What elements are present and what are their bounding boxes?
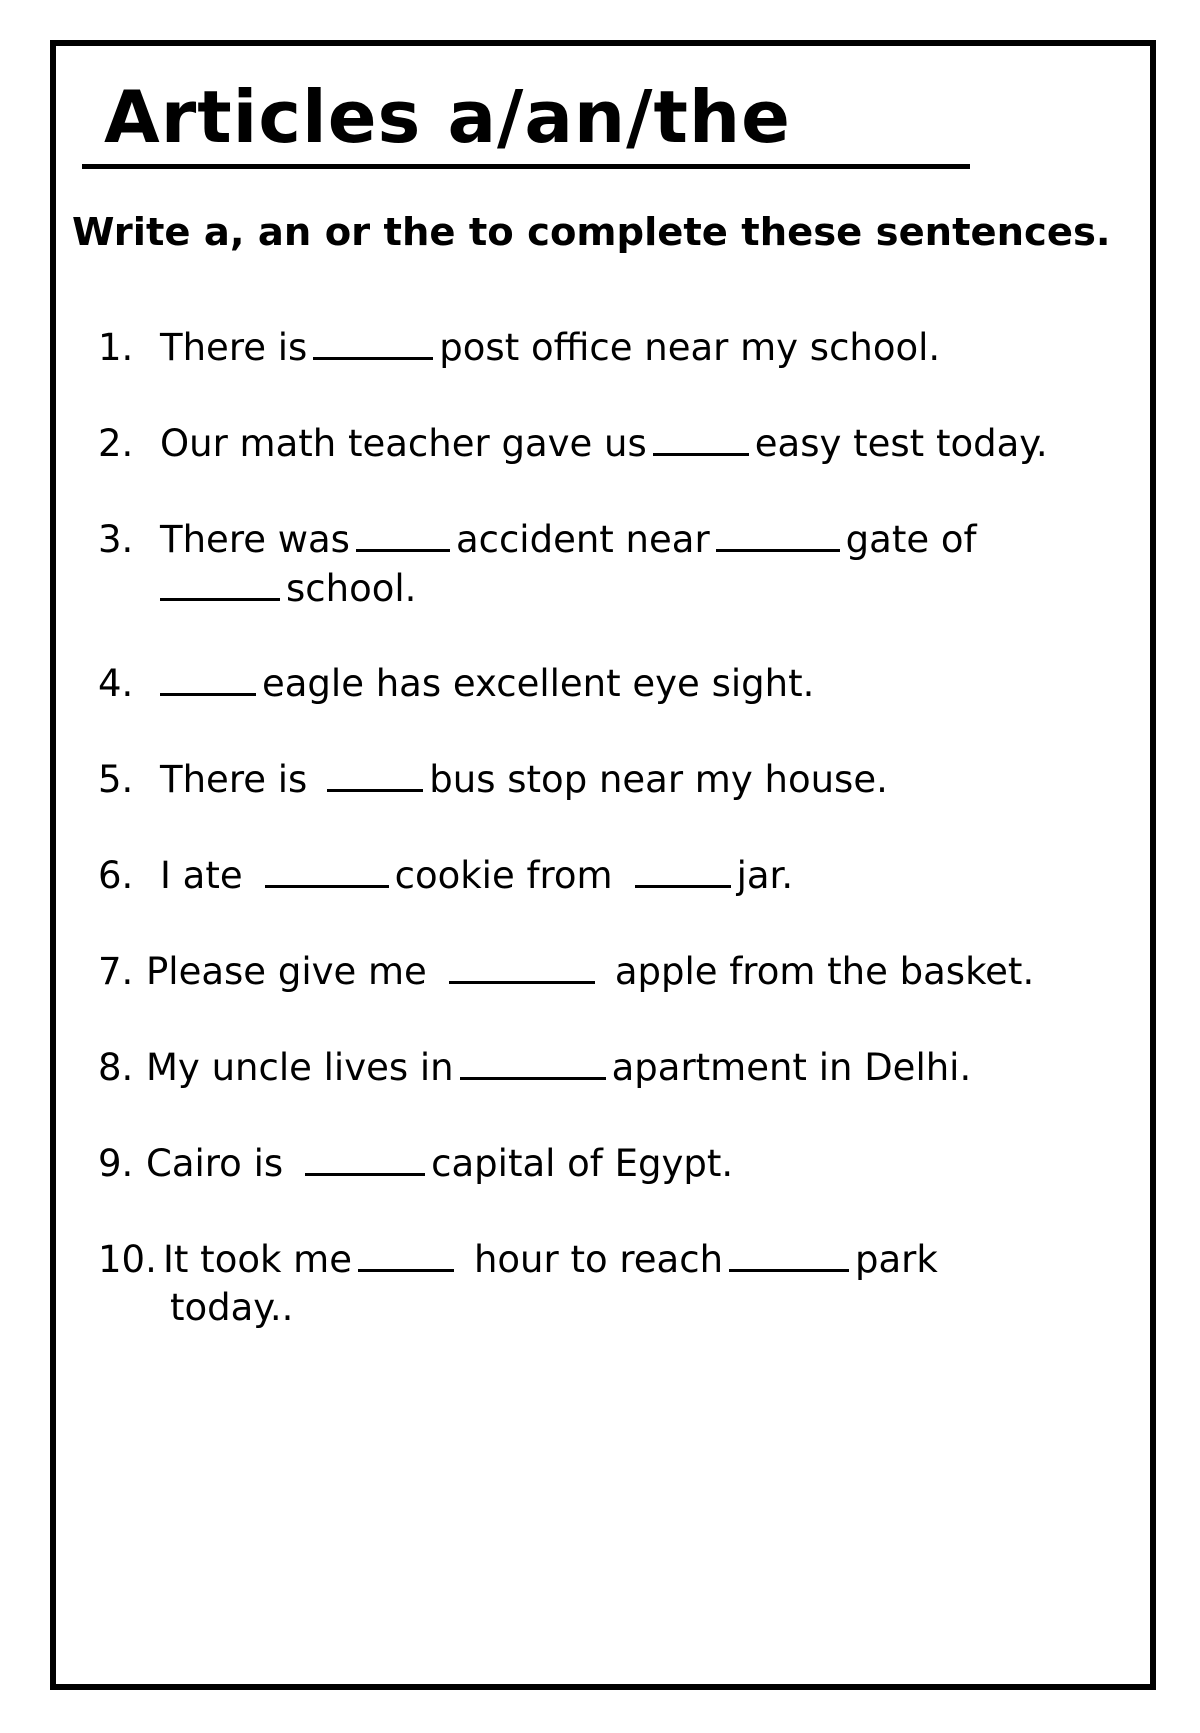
answer-blank[interactable] (729, 1235, 849, 1272)
sentence-number: 9. (98, 1142, 134, 1185)
sentence-text: park (855, 1238, 938, 1281)
sentence-5 (98, 755, 888, 804)
sentence-text: apple from the basket. (614, 950, 1035, 993)
answer-blank[interactable] (160, 564, 280, 601)
sentence-text: apartment in Delhi. (611, 1046, 972, 1089)
sentence-text: There is (160, 758, 308, 801)
sentence-continuation (98, 564, 977, 613)
sentence-number: 1. (98, 326, 134, 369)
sentence-continuation: today.. (170, 1286, 294, 1329)
sentence-text: Our math teacher gave us (160, 422, 647, 465)
sentence-text: eagle has excellent eye sight. (262, 662, 815, 705)
sentence-number: 7. (98, 950, 134, 993)
sentence-4 (98, 659, 814, 708)
sentence-text: jar. (736, 854, 794, 897)
sentence-number: 4. (98, 662, 134, 705)
sentence-text: bus stop near my house. (429, 758, 888, 801)
sentence-text: post office near my school. (439, 326, 941, 369)
sentence-10 (98, 1235, 938, 1332)
sentence-text: Please give me (146, 950, 427, 993)
instruction-text: Write a, an or the to complete these sentences. (72, 210, 1111, 255)
sentence-text: There was (160, 518, 350, 561)
sentence-number: 8. (98, 1046, 134, 1089)
answer-blank[interactable] (160, 659, 256, 696)
sentence-9 (98, 1139, 733, 1188)
title-underline (82, 164, 970, 169)
answer-blank[interactable] (305, 1139, 425, 1176)
answer-blank[interactable] (716, 515, 840, 552)
answer-blank[interactable] (327, 755, 423, 792)
answer-blank[interactable] (635, 851, 731, 888)
answer-blank[interactable] (356, 515, 450, 552)
sentence-text: Cairo is (146, 1142, 284, 1185)
sentence-text: capital of Egypt. (431, 1142, 734, 1185)
sentence-number: 2. (98, 422, 134, 465)
sentence-text: school. (286, 567, 417, 610)
sentence-text: accident near (455, 518, 710, 561)
answer-blank[interactable] (653, 419, 749, 456)
sentence-1 (98, 323, 940, 372)
sentence-text: gate of (845, 518, 977, 561)
sentence-text: There is (160, 326, 308, 369)
sentence-text: hour to reach (473, 1238, 724, 1281)
worksheet-title: Articles a/an/the (104, 75, 791, 159)
sentence-number: 10. (98, 1238, 157, 1281)
answer-blank[interactable] (265, 851, 389, 888)
sentence-text: cookie from (394, 854, 613, 897)
sentence-number: 6. (98, 854, 134, 897)
sentence-text: easy test today. (754, 422, 1048, 465)
sentence-number: 3. (98, 518, 134, 561)
sentence-2 (98, 419, 1048, 468)
sentence-8 (98, 1043, 971, 1092)
sentence-6 (98, 851, 793, 900)
answer-blank[interactable] (358, 1235, 454, 1272)
answer-blank[interactable] (313, 323, 433, 360)
sentence-text: My uncle lives in (146, 1046, 454, 1089)
answer-blank[interactable] (460, 1043, 606, 1080)
sentence-number: 5. (98, 758, 134, 801)
answer-blank[interactable] (449, 947, 595, 984)
sentence-text: I ate (160, 854, 243, 897)
sentence-7 (98, 947, 1034, 996)
sentence-3 (98, 515, 977, 613)
sentence-text: It took me (163, 1238, 352, 1281)
